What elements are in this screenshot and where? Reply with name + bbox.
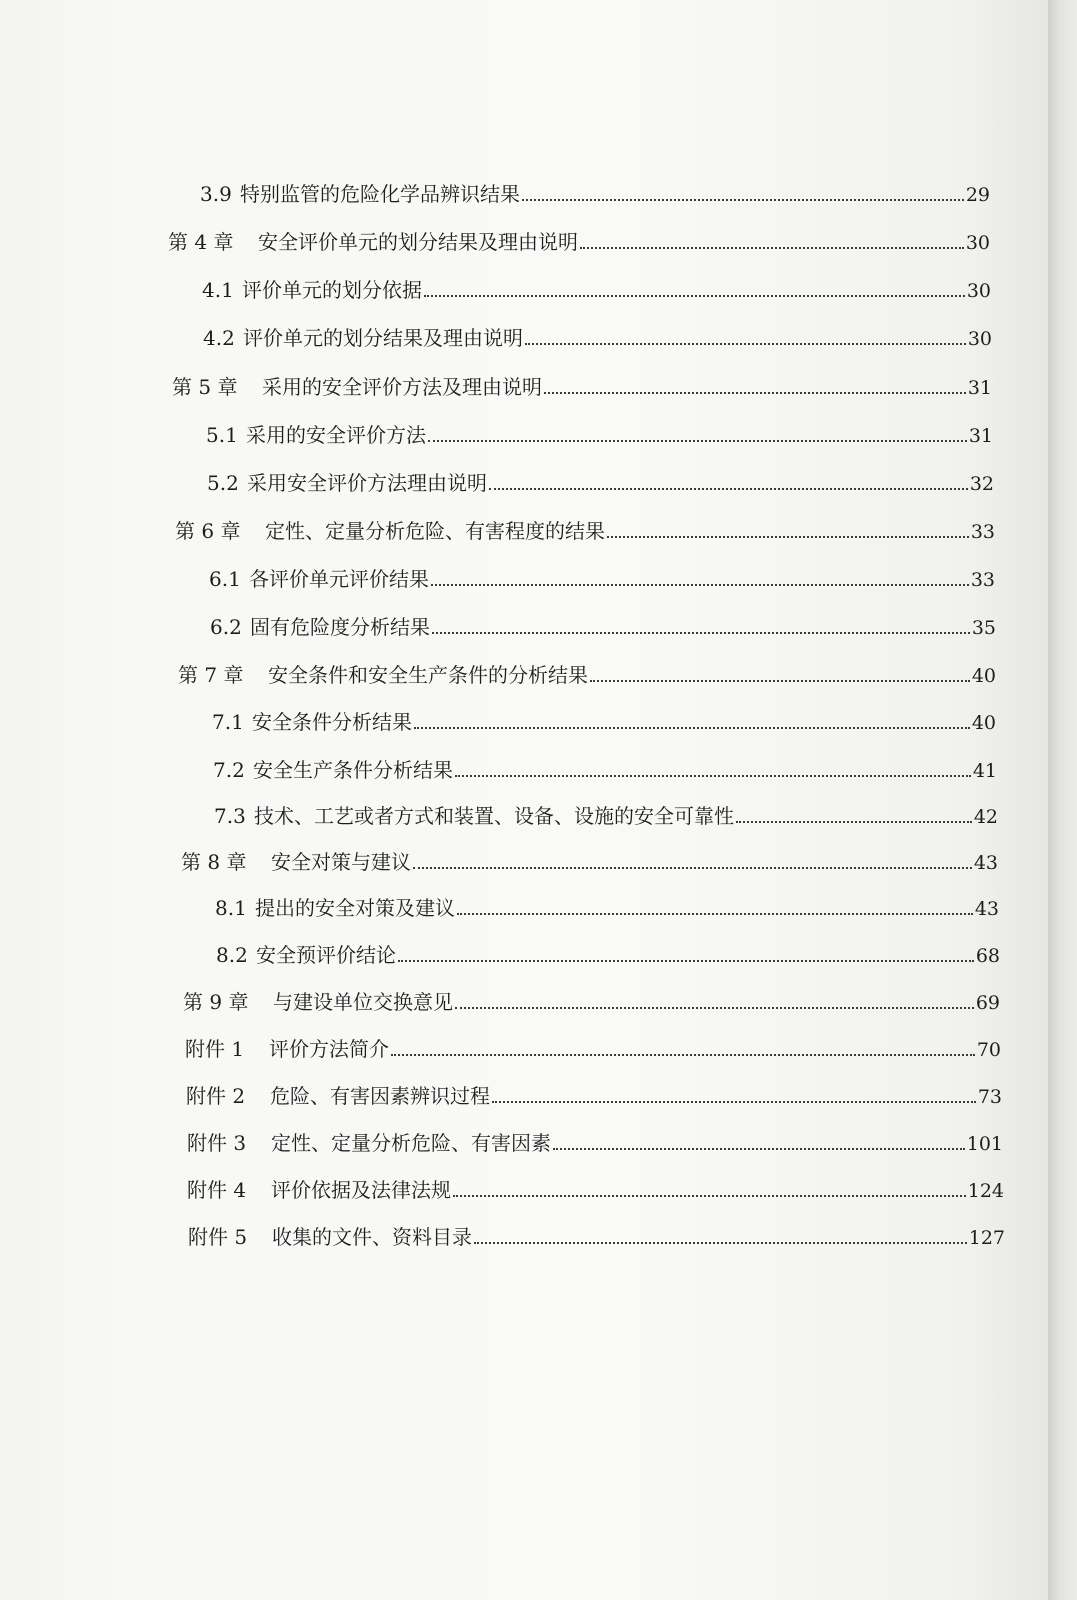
toc-entry-7-2[interactable] — [213, 756, 997, 785]
toc-entry-title: 评价单元的划分结果及理由说明 — [243, 326, 523, 350]
toc-entry-chapter-7[interactable] — [178, 661, 996, 690]
toc-entry-title: 安全条件分析结果 — [252, 710, 412, 734]
dot-leader — [453, 1194, 966, 1197]
dot-leader — [590, 679, 970, 682]
dot-leader — [413, 866, 972, 869]
toc-entry-title: 评价方法简介 — [269, 1037, 389, 1061]
toc-entry-4-1[interactable] — [202, 276, 991, 305]
toc-entry-page: 101 — [966, 1133, 1003, 1155]
toc-entry-title: 安全预评价结论 — [256, 943, 396, 967]
toc-entry-title: 安全条件和安全生产条件的分析结果 — [268, 663, 588, 687]
dot-leader — [553, 1147, 965, 1150]
dot-leader — [522, 198, 964, 201]
toc-entry-page: 42 — [973, 806, 998, 828]
toc-entry-5-2[interactable] — [207, 469, 994, 498]
toc-entry-title: 采用的安全评价方法 — [246, 423, 426, 447]
toc-entry-chapter-9[interactable] — [183, 988, 1000, 1017]
toc-entry-label: 4.1 — [202, 278, 234, 302]
toc-entry-title: 收集的文件、资料目录 — [272, 1225, 472, 1249]
toc-entry-title: 提出的安全对策及建议 — [255, 896, 455, 920]
dot-leader — [428, 439, 967, 442]
toc-entry-6-2[interactable] — [210, 613, 996, 642]
dot-leader — [525, 342, 966, 345]
toc-entry-title: 固有危险度分析结果 — [250, 615, 430, 639]
toc-entry-appendix-2[interactable] — [186, 1082, 1002, 1111]
toc-entry-page: 30 — [966, 280, 991, 302]
toc-entry-page: 41 — [972, 760, 997, 782]
toc-entry-title: 特别监管的危险化学品辨识结果 — [240, 182, 520, 206]
toc-entry-page: 30 — [967, 328, 992, 350]
toc-entry-page: 35 — [971, 617, 996, 639]
toc-entry-page: 33 — [970, 569, 995, 591]
toc-entry-title: 安全评价单元的划分结果及理由说明 — [258, 230, 578, 254]
toc-entry-label: 4.2 — [203, 326, 235, 350]
toc-entry-title: 危险、有害因素辨识过程 — [270, 1084, 490, 1108]
dot-leader — [398, 959, 974, 962]
toc-entry-label: 6.2 — [210, 615, 242, 639]
toc-entry-label: 7.1 — [212, 710, 244, 734]
toc-entry-title: 技术、工艺或者方式和装置、设备、设施的安全可靠性 — [254, 804, 734, 828]
toc-entry-title: 评价依据及法律法规 — [271, 1178, 451, 1202]
toc-entry-title: 各评价单元评价结果 — [249, 567, 429, 591]
toc-entry-chapter-5[interactable] — [172, 373, 992, 402]
toc-entry-appendix-1[interactable] — [185, 1035, 1001, 1064]
toc-entry-page: 73 — [977, 1086, 1002, 1108]
toc-entry-label: 附件 1 — [185, 1037, 245, 1061]
dot-leader — [474, 1241, 967, 1244]
toc-entry-page: 43 — [974, 898, 999, 920]
dot-leader — [607, 535, 969, 538]
toc-entry-label: 5.1 — [206, 423, 238, 447]
toc-entry-label: 8.1 — [215, 896, 247, 920]
toc-entry-label: 第 9 章 — [183, 990, 249, 1014]
dot-leader — [431, 583, 969, 586]
toc-entry-3-9[interactable] — [200, 180, 990, 209]
toc-entry-label: 5.2 — [207, 471, 239, 495]
dot-leader — [391, 1053, 975, 1056]
toc-entry-7-1[interactable] — [212, 708, 996, 737]
toc-entry-label: 8.2 — [216, 943, 248, 967]
toc-entry-label: 第 4 章 — [168, 230, 234, 254]
toc-entry-page: 31 — [967, 377, 992, 399]
toc-entry-page: 40 — [971, 665, 996, 687]
toc-entry-8-1[interactable] — [215, 894, 999, 923]
toc-entry-title: 评价单元的划分依据 — [242, 278, 422, 302]
toc-entry-page: 69 — [975, 992, 1000, 1014]
toc-entry-page: 30 — [965, 232, 990, 254]
toc-entry-chapter-8[interactable] — [181, 848, 998, 877]
dot-leader — [580, 246, 964, 249]
toc-entry-label: 附件 4 — [187, 1178, 247, 1202]
toc-entry-label: 附件 2 — [186, 1084, 246, 1108]
toc-entry-title: 采用的安全评价方法及理由说明 — [262, 375, 542, 399]
dot-leader — [455, 1006, 974, 1009]
toc-entry-title: 安全生产条件分析结果 — [253, 758, 453, 782]
toc-entry-page: 29 — [965, 184, 990, 206]
toc-entry-page: 43 — [973, 852, 998, 874]
toc-entry-5-1[interactable] — [206, 421, 993, 450]
toc-entry-title: 与建设单位交换意见 — [273, 990, 453, 1014]
toc-entry-label: 7.3 — [214, 804, 246, 828]
dot-leader — [455, 774, 971, 777]
toc-entry-chapter-6[interactable] — [175, 517, 995, 546]
toc-entry-label: 附件 3 — [187, 1131, 247, 1155]
toc-entry-title: 安全对策与建议 — [271, 850, 411, 874]
dot-leader — [544, 391, 966, 394]
toc-entry-page: 33 — [970, 521, 995, 543]
toc-entry-label: 第 6 章 — [175, 519, 241, 543]
toc-entry-appendix-5[interactable] — [188, 1223, 1005, 1252]
toc-entry-page: 31 — [968, 425, 993, 447]
page-edge-shadow — [1048, 0, 1077, 1600]
toc-entry-label: 第 8 章 — [181, 850, 247, 874]
toc-entry-4-2[interactable] — [203, 324, 992, 353]
toc-entry-label: 第 5 章 — [172, 375, 238, 399]
dot-leader — [457, 912, 973, 915]
toc-entry-page: 32 — [969, 473, 994, 495]
toc-entry-page: 40 — [971, 712, 996, 734]
dot-leader — [736, 820, 972, 823]
toc-entry-title: 采用安全评价方法理由说明 — [247, 471, 487, 495]
toc-entry-label: 7.2 — [213, 758, 245, 782]
dot-leader — [414, 726, 970, 729]
toc-entry-title: 定性、定量分析危险、有害因素 — [271, 1131, 551, 1155]
dot-leader — [424, 294, 965, 297]
dot-leader — [492, 1100, 976, 1103]
toc-entry-6-1[interactable] — [209, 565, 995, 594]
toc-entry-label: 3.9 — [200, 182, 232, 206]
toc-entry-page: 124 — [967, 1180, 1004, 1202]
toc-entry-appendix-4[interactable] — [187, 1176, 1004, 1205]
toc-entry-title: 定性、定量分析危险、有害程度的结果 — [265, 519, 605, 543]
toc-entry-page: 70 — [976, 1039, 1001, 1061]
toc-entry-label: 第 7 章 — [178, 663, 244, 687]
toc-entry-7-3[interactable] — [214, 802, 998, 831]
toc-entry-page: 68 — [975, 945, 1000, 967]
toc-entry-chapter-4[interactable] — [168, 228, 990, 257]
toc-entry-8-2[interactable] — [216, 941, 1000, 970]
toc-entry-label: 6.1 — [209, 567, 241, 591]
toc-entry-page: 127 — [968, 1227, 1005, 1249]
toc-entry-label: 附件 5 — [188, 1225, 248, 1249]
dot-leader — [432, 631, 970, 634]
dot-leader — [489, 487, 968, 490]
toc-entry-appendix-3[interactable] — [187, 1129, 1003, 1158]
